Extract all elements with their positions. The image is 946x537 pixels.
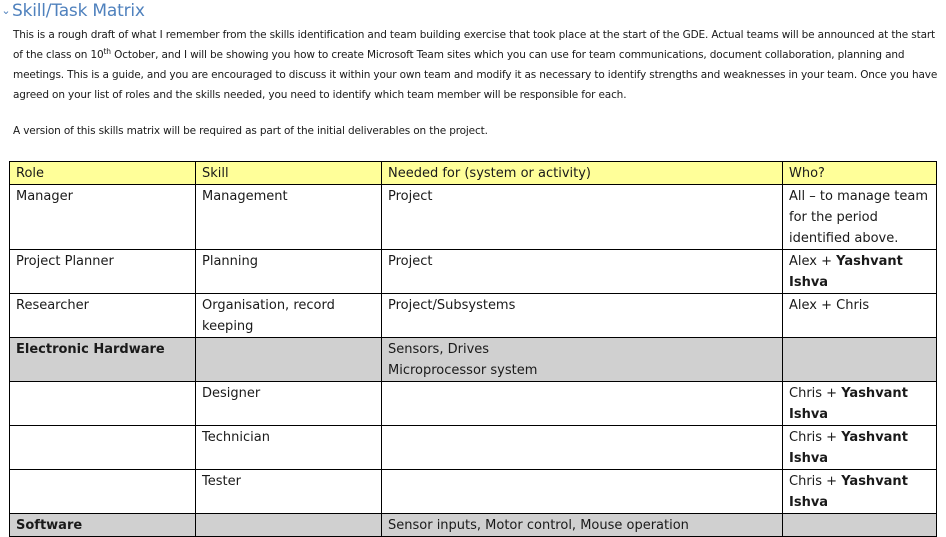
header-needed-for: Needed for (system or activity) xyxy=(382,162,783,185)
cell-skill[interactable]: Planning xyxy=(196,250,382,294)
cell-who[interactable]: Alex + Chris xyxy=(783,294,937,338)
cell-who[interactable]: Chris + Yashvant Ishva xyxy=(783,382,937,426)
cell-needed[interactable]: Project xyxy=(382,185,783,250)
cell-role[interactable]: Researcher xyxy=(10,294,196,338)
cell-needed[interactable] xyxy=(382,470,783,514)
table-row xyxy=(10,250,937,294)
cell-role[interactable]: Manager xyxy=(10,185,196,250)
table-row-section xyxy=(10,514,937,537)
table-row xyxy=(10,426,937,470)
cell-skill[interactable]: Management xyxy=(196,185,382,250)
cell-who[interactable]: Chris + Yashvant Ishva xyxy=(783,426,937,470)
header-role: Role xyxy=(10,162,196,185)
cell-skill[interactable]: Tester xyxy=(196,470,382,514)
cell-role[interactable]: Electronic Hardware xyxy=(10,338,196,382)
table-row xyxy=(10,294,937,338)
deliverable-note: A version of this skills matrix will be required as part of the initial deliverables on the project. xyxy=(13,125,488,137)
cell-role[interactable]: Software xyxy=(10,514,196,537)
intro-text-2: October, and I will be showing you how to create Microsoft Team sites which you can use for team communications, document collaboration, planning and meetings. This is a guide, and you are encouraged to discuss it within your own team and modify it as necessary to identify strengths and weaknesses in your team. Once you have agreed on your list of roles and the skills needed, you need to identify which team member will be responsible for each. xyxy=(13,49,938,101)
table-row xyxy=(10,470,937,514)
cell-role[interactable]: Project Planner xyxy=(10,250,196,294)
cell-role[interactable] xyxy=(10,470,196,514)
cell-role[interactable] xyxy=(10,426,196,470)
cell-skill[interactable]: Organisation, record keeping xyxy=(196,294,382,338)
table-row xyxy=(10,185,937,250)
collapse-chevron-icon[interactable]: ⌄ xyxy=(1,4,11,17)
cell-needed[interactable]: Sensor inputs, Motor control, Mouse operation xyxy=(382,514,783,537)
cell-who[interactable]: Chris + Yashvant Ishva xyxy=(783,470,937,514)
cell-skill[interactable]: Designer xyxy=(196,382,382,426)
table-row-section xyxy=(10,338,937,382)
cell-skill[interactable]: Technician xyxy=(196,426,382,470)
section-heading xyxy=(0,0,145,22)
cell-who[interactable]: All – to manage team for the period identified above. xyxy=(783,185,937,250)
cell-needed[interactable]: Sensors, Drives Microprocessor system xyxy=(382,338,783,382)
cell-who[interactable] xyxy=(783,514,937,537)
cell-skill[interactable] xyxy=(196,338,382,382)
page-title: Skill/Task Matrix xyxy=(12,1,145,21)
cell-needed[interactable]: Project/Subsystems xyxy=(382,294,783,338)
table-header-row xyxy=(10,162,937,185)
cell-skill[interactable] xyxy=(196,514,382,537)
header-skill: Skill xyxy=(196,162,382,185)
header-who: Who? xyxy=(783,162,937,185)
skills-matrix-table xyxy=(9,161,937,537)
cell-role[interactable] xyxy=(10,382,196,426)
cell-needed[interactable] xyxy=(382,426,783,470)
table-row xyxy=(10,382,937,426)
intro-superscript: th xyxy=(103,47,111,56)
cell-needed[interactable] xyxy=(382,382,783,426)
intro-text-1: This is a rough draft of what I remember from the skills identification and team building exercise that took place at the start of the GDE. Actual teams will be announced at the start of the class on 10 xyxy=(13,29,935,61)
cell-who[interactable]: Alex + Yashvant Ishva xyxy=(783,250,937,294)
cell-who[interactable] xyxy=(783,338,937,382)
intro-paragraph xyxy=(13,25,938,105)
cell-needed[interactable]: Project xyxy=(382,250,783,294)
